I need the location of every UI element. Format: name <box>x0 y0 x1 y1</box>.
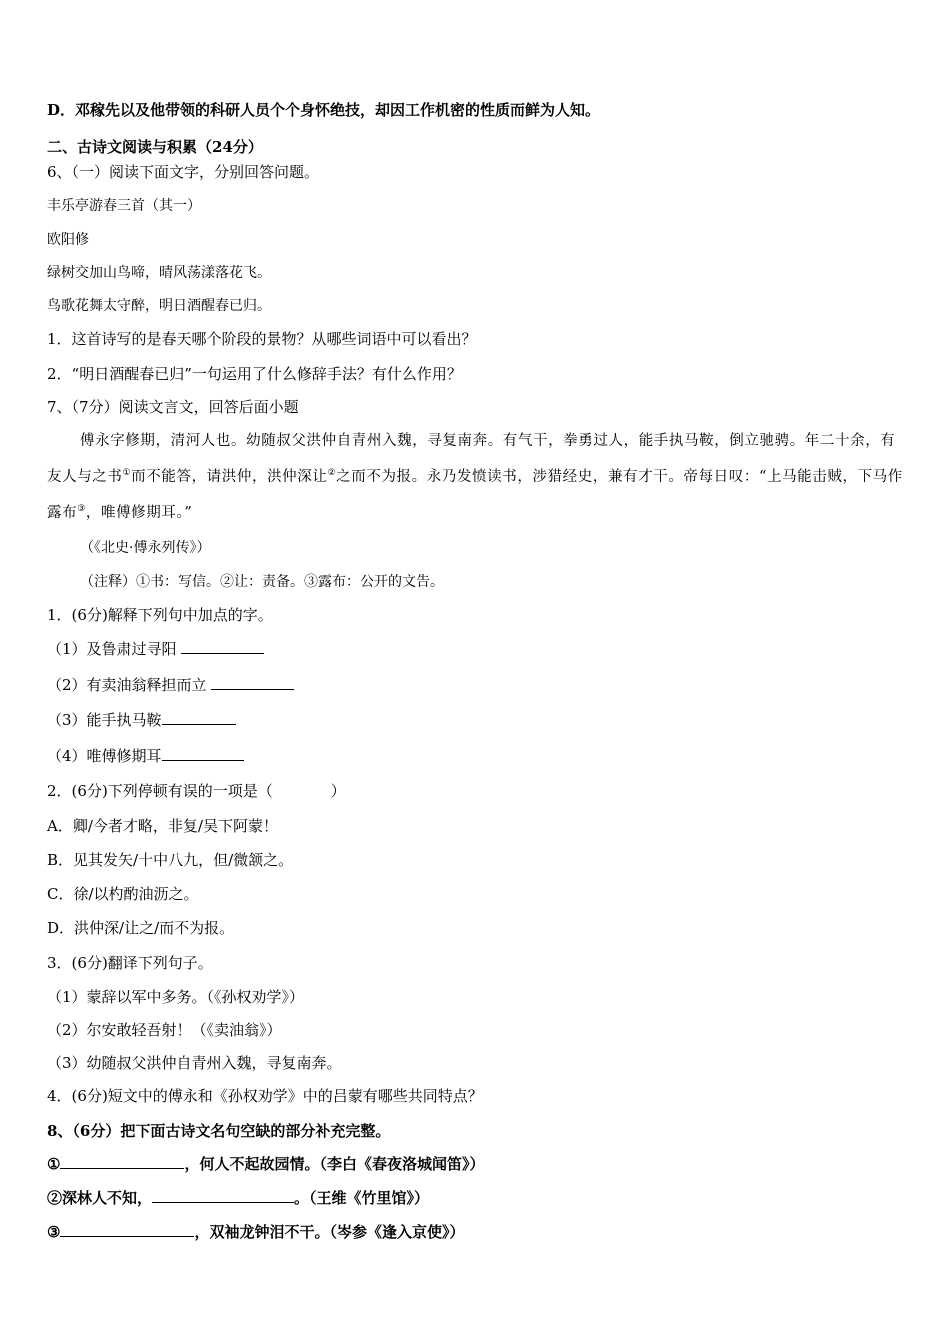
question-7-3: 3．(6分)翻译下列句子。 <box>47 954 213 972</box>
note-mark-1: ① <box>122 468 132 479</box>
q7-2-close: ） <box>330 782 346 800</box>
q7-3-item-1: （1）蒙辞以军中多务。（《孙权劝学》） <box>47 988 305 1006</box>
answer-blank[interactable] <box>60 1222 194 1237</box>
q7-2-text: 2．(6分)下列停顿有误的一项是（ <box>47 782 273 800</box>
q7-1-item-4 <box>47 746 244 766</box>
classical-passage <box>47 423 907 531</box>
option-d: D．邓稼先以及他带领的科研人员个个身怀绝技，却因工作机密的性质而鲜为人知。 <box>47 101 601 119</box>
passage-source: （《北史·傅永列传》） <box>80 540 211 556</box>
q8-item-2-text: 。（王维《竹里馆》） <box>294 1189 430 1207</box>
q7-1-item-3-text: （3）能手执马鞍 <box>47 711 162 729</box>
q7-1-item-1-text: （1）及鲁肃过寻阳 <box>47 640 177 658</box>
q7-2-option-b: B．见其发矢/十中八九，但/微颔之。 <box>47 851 294 869</box>
q8-item-2-pre: ②深林人不知， <box>47 1189 153 1207</box>
question-6: 6、（一）阅读下面文字，分别回答问题。 <box>47 163 320 181</box>
question-6-2: 2．“明日酒醒春已归”一句运用了什么修辞手法？有什么作用？ <box>47 365 462 383</box>
q7-1-item-1 <box>47 639 264 659</box>
q7-3-item-2: （2）尔安敢轻吾射！（《卖油翁》） <box>47 1021 282 1039</box>
poem-author: 欧阳修 <box>47 232 89 248</box>
q8-item-3-num: ③ <box>47 1223 61 1241</box>
question-7: 7、（7分）阅读文言文，回答后面小题 <box>47 398 299 416</box>
question-7-2 <box>47 781 346 801</box>
passage-part-b: 而不能答，请洪仲，洪仲深让 <box>131 469 328 485</box>
q8-item-2 <box>47 1188 429 1208</box>
passage-part-d: ，唯傅修期耳。” <box>85 505 193 521</box>
q7-1-item-2-text: （2）有卖油翁释担而立 <box>47 676 207 694</box>
note-mark-3: ③ <box>77 504 86 515</box>
answer-blank[interactable] <box>60 1154 184 1169</box>
question-8: 8、（6分）把下面古诗文名句空缺的部分补充完整。 <box>47 1122 391 1140</box>
q7-2-option-d: D．洪仲深/让之/而不为报。 <box>47 919 235 937</box>
q7-2-option-c: C．徐/以杓酌油沥之。 <box>47 885 199 903</box>
q8-item-1 <box>47 1154 484 1174</box>
q7-1-item-2 <box>47 675 294 695</box>
poem-line-2: 鸟歌花舞太守醉，明日酒醒春已归。 <box>47 298 271 314</box>
answer-blank[interactable] <box>211 675 294 690</box>
q8-item-3 <box>47 1222 464 1242</box>
question-7-1: 1．(6分)解释下列句中加点的字。 <box>47 606 273 624</box>
answer-blank[interactable] <box>162 746 244 761</box>
q7-1-item-3 <box>47 710 236 730</box>
answer-blank[interactable] <box>162 710 236 725</box>
question-7-4: 4．(6分)短文中的傅永和《孙权劝学》中的吕蒙有哪些共同特点？ <box>47 1087 483 1105</box>
q8-item-1-num: ① <box>47 1155 61 1173</box>
q8-item-1-text: ，何人不起故园情。（李白《春夜洛城闻笛》） <box>184 1155 485 1173</box>
section-heading: 二、古诗文阅读与积累（24分） <box>47 138 263 156</box>
q8-item-3-text: ，双袖龙钟泪不干。（岑参《逢入京使》） <box>194 1223 465 1241</box>
note-mark-2: ② <box>327 468 337 479</box>
answer-blank[interactable] <box>181 639 264 654</box>
passage-part-a: 傅永字修期，清河人也。幼随叔父洪仲自青州入魏，寻复南奔。有气干，拳勇过人，能手执马鞍，倒立驰骋。年二十余，有友人与之书 <box>47 433 896 485</box>
answer-blank[interactable] <box>152 1188 294 1203</box>
q7-1-item-4-text: （4）唯傅修期耳 <box>47 747 162 765</box>
q7-3-item-3: （3）幼随叔父洪仲自青州入魏，寻复南奔。 <box>47 1054 342 1072</box>
poem-title: 丰乐亭游春三首（其一） <box>47 198 201 214</box>
poem-line-1: 绿树交加山鸟啼，晴风荡漾落花飞。 <box>47 265 271 281</box>
passage-part-c: 之而不为报。永乃发愤读书，涉猎经史，兼有才干。帝每日叹：“上马能击贼，下马作露布 <box>47 469 903 521</box>
q7-2-option-a: A．卿/今者才略，非复/吴下阿蒙！ <box>47 817 278 835</box>
question-6-1: 1．这首诗写的是春天哪个阶段的景物？从哪些词语中可以看出？ <box>47 330 477 348</box>
passage-notes: （注释）①书：写信。②让：责备。③露布：公开的文告。 <box>80 574 444 590</box>
